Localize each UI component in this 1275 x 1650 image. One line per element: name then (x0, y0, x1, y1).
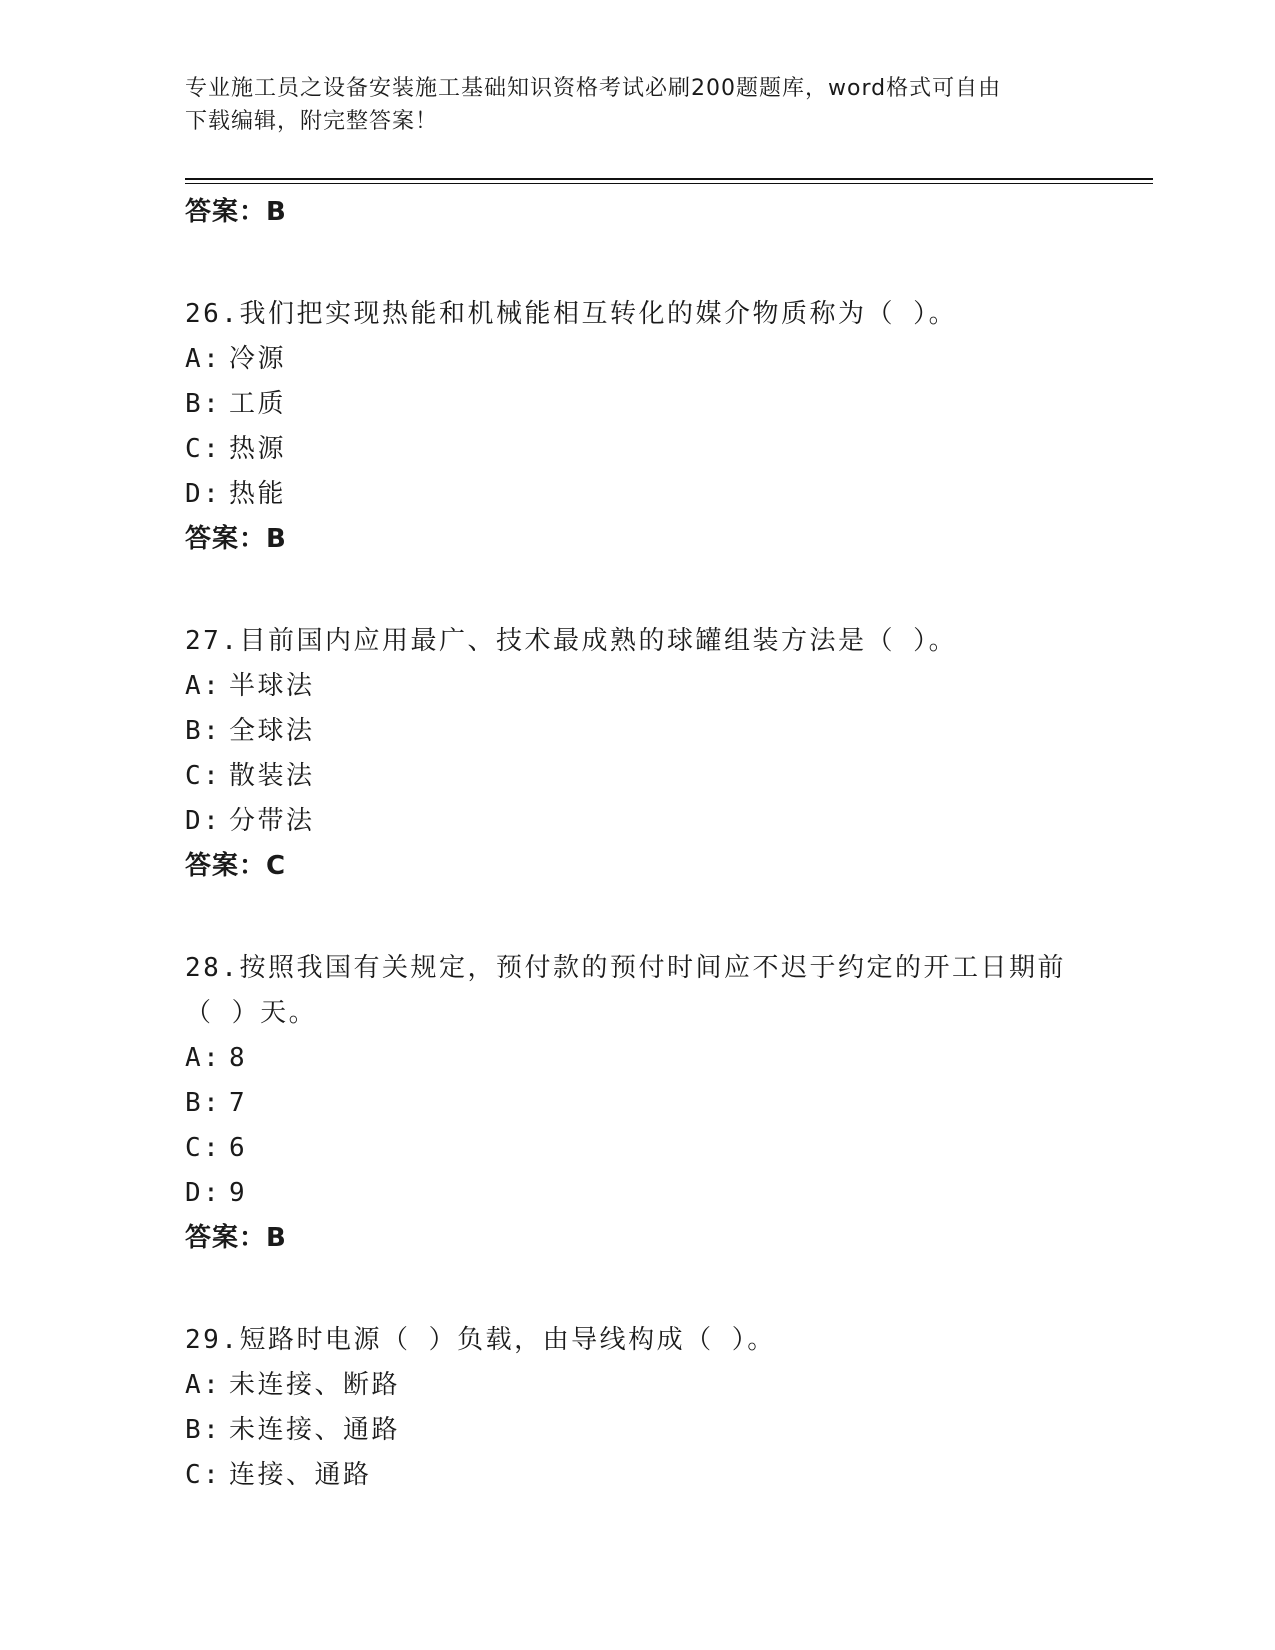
question-block (185, 946, 1085, 1306)
spacer (185, 235, 1085, 280)
option-letter: A: (185, 344, 222, 374)
option-a (185, 664, 1085, 709)
spacer (185, 1261, 1085, 1306)
option-b (185, 382, 1085, 427)
option-d (185, 1171, 1085, 1216)
question-text: 27.目前国内应用最广、技术最成熟的球罐组装方法是（ ）。 (185, 626, 958, 656)
option-text: 分带法 (229, 806, 315, 836)
option-a (185, 1363, 1085, 1408)
option-letter: B: (185, 716, 222, 746)
option-text: 6 (229, 1133, 248, 1163)
question-text: 26.我们把实现热能和机械能相互转化的媒介物质称为（ ）。 (185, 299, 958, 329)
question-block (185, 619, 1085, 934)
option-text: 7 (229, 1088, 248, 1118)
option-letter: B: (185, 389, 222, 419)
option-text: 全球法 (229, 716, 315, 746)
header-line-2: 下载编辑，附完整答案！ (185, 109, 439, 134)
option-letter: A: (185, 671, 222, 701)
option-letter: C: (185, 1133, 222, 1163)
header-divider-thin (185, 183, 1153, 184)
option-c (185, 1453, 1085, 1498)
answer-line: 答案：B (185, 1223, 287, 1253)
header-divider-thick (185, 178, 1153, 180)
option-d (185, 799, 1085, 844)
option-letter: A: (185, 1370, 222, 1400)
option-c (185, 754, 1085, 799)
answer-line: 答案：C (185, 851, 287, 881)
question-block (185, 1318, 1085, 1498)
option-text: 热能 (229, 479, 287, 509)
spacer (185, 889, 1085, 934)
option-text: 热源 (229, 434, 287, 464)
question-list (185, 190, 1085, 1498)
option-letter: D: (185, 806, 222, 836)
previous-answer: 答案：B (185, 197, 287, 227)
option-a (185, 1036, 1085, 1081)
spacer (185, 562, 1085, 607)
option-a (185, 337, 1085, 382)
option-c (185, 427, 1085, 472)
option-letter: D: (185, 1178, 222, 1208)
option-text: 连接、通路 (229, 1460, 372, 1490)
question-block (185, 292, 1085, 607)
option-text: 冷源 (229, 344, 287, 374)
option-letter: B: (185, 1415, 222, 1445)
option-text: 未连接、断路 (229, 1370, 401, 1400)
option-b (185, 709, 1085, 754)
option-letter: C: (185, 434, 222, 464)
option-letter: C: (185, 761, 222, 791)
header-line-1: 专业施工员之设备安装施工基础知识资格考试必刷200题题库，word格式可自由 (185, 76, 1002, 101)
option-text: 9 (229, 1178, 248, 1208)
option-c (185, 1126, 1085, 1171)
option-text: 工质 (229, 389, 287, 419)
option-letter: D: (185, 479, 222, 509)
option-text: 未连接、通路 (229, 1415, 401, 1445)
option-d (185, 472, 1085, 517)
question-text: 28.按照我国有关规定，预付款的预付时间应不迟于约定的开工日期前（ ）天。 (185, 953, 1066, 1028)
option-b (185, 1408, 1085, 1453)
option-text: 半球法 (229, 671, 315, 701)
option-letter: C: (185, 1460, 222, 1490)
option-text: 散装法 (229, 761, 315, 791)
document-header (185, 72, 1065, 138)
option-text: 8 (229, 1043, 248, 1073)
answer-line: 答案：B (185, 524, 287, 554)
question-text: 29.短路时电源（ ）负载，由导线构成（ ）。 (185, 1325, 776, 1355)
option-letter: B: (185, 1088, 222, 1118)
option-b (185, 1081, 1085, 1126)
option-letter: A: (185, 1043, 222, 1073)
